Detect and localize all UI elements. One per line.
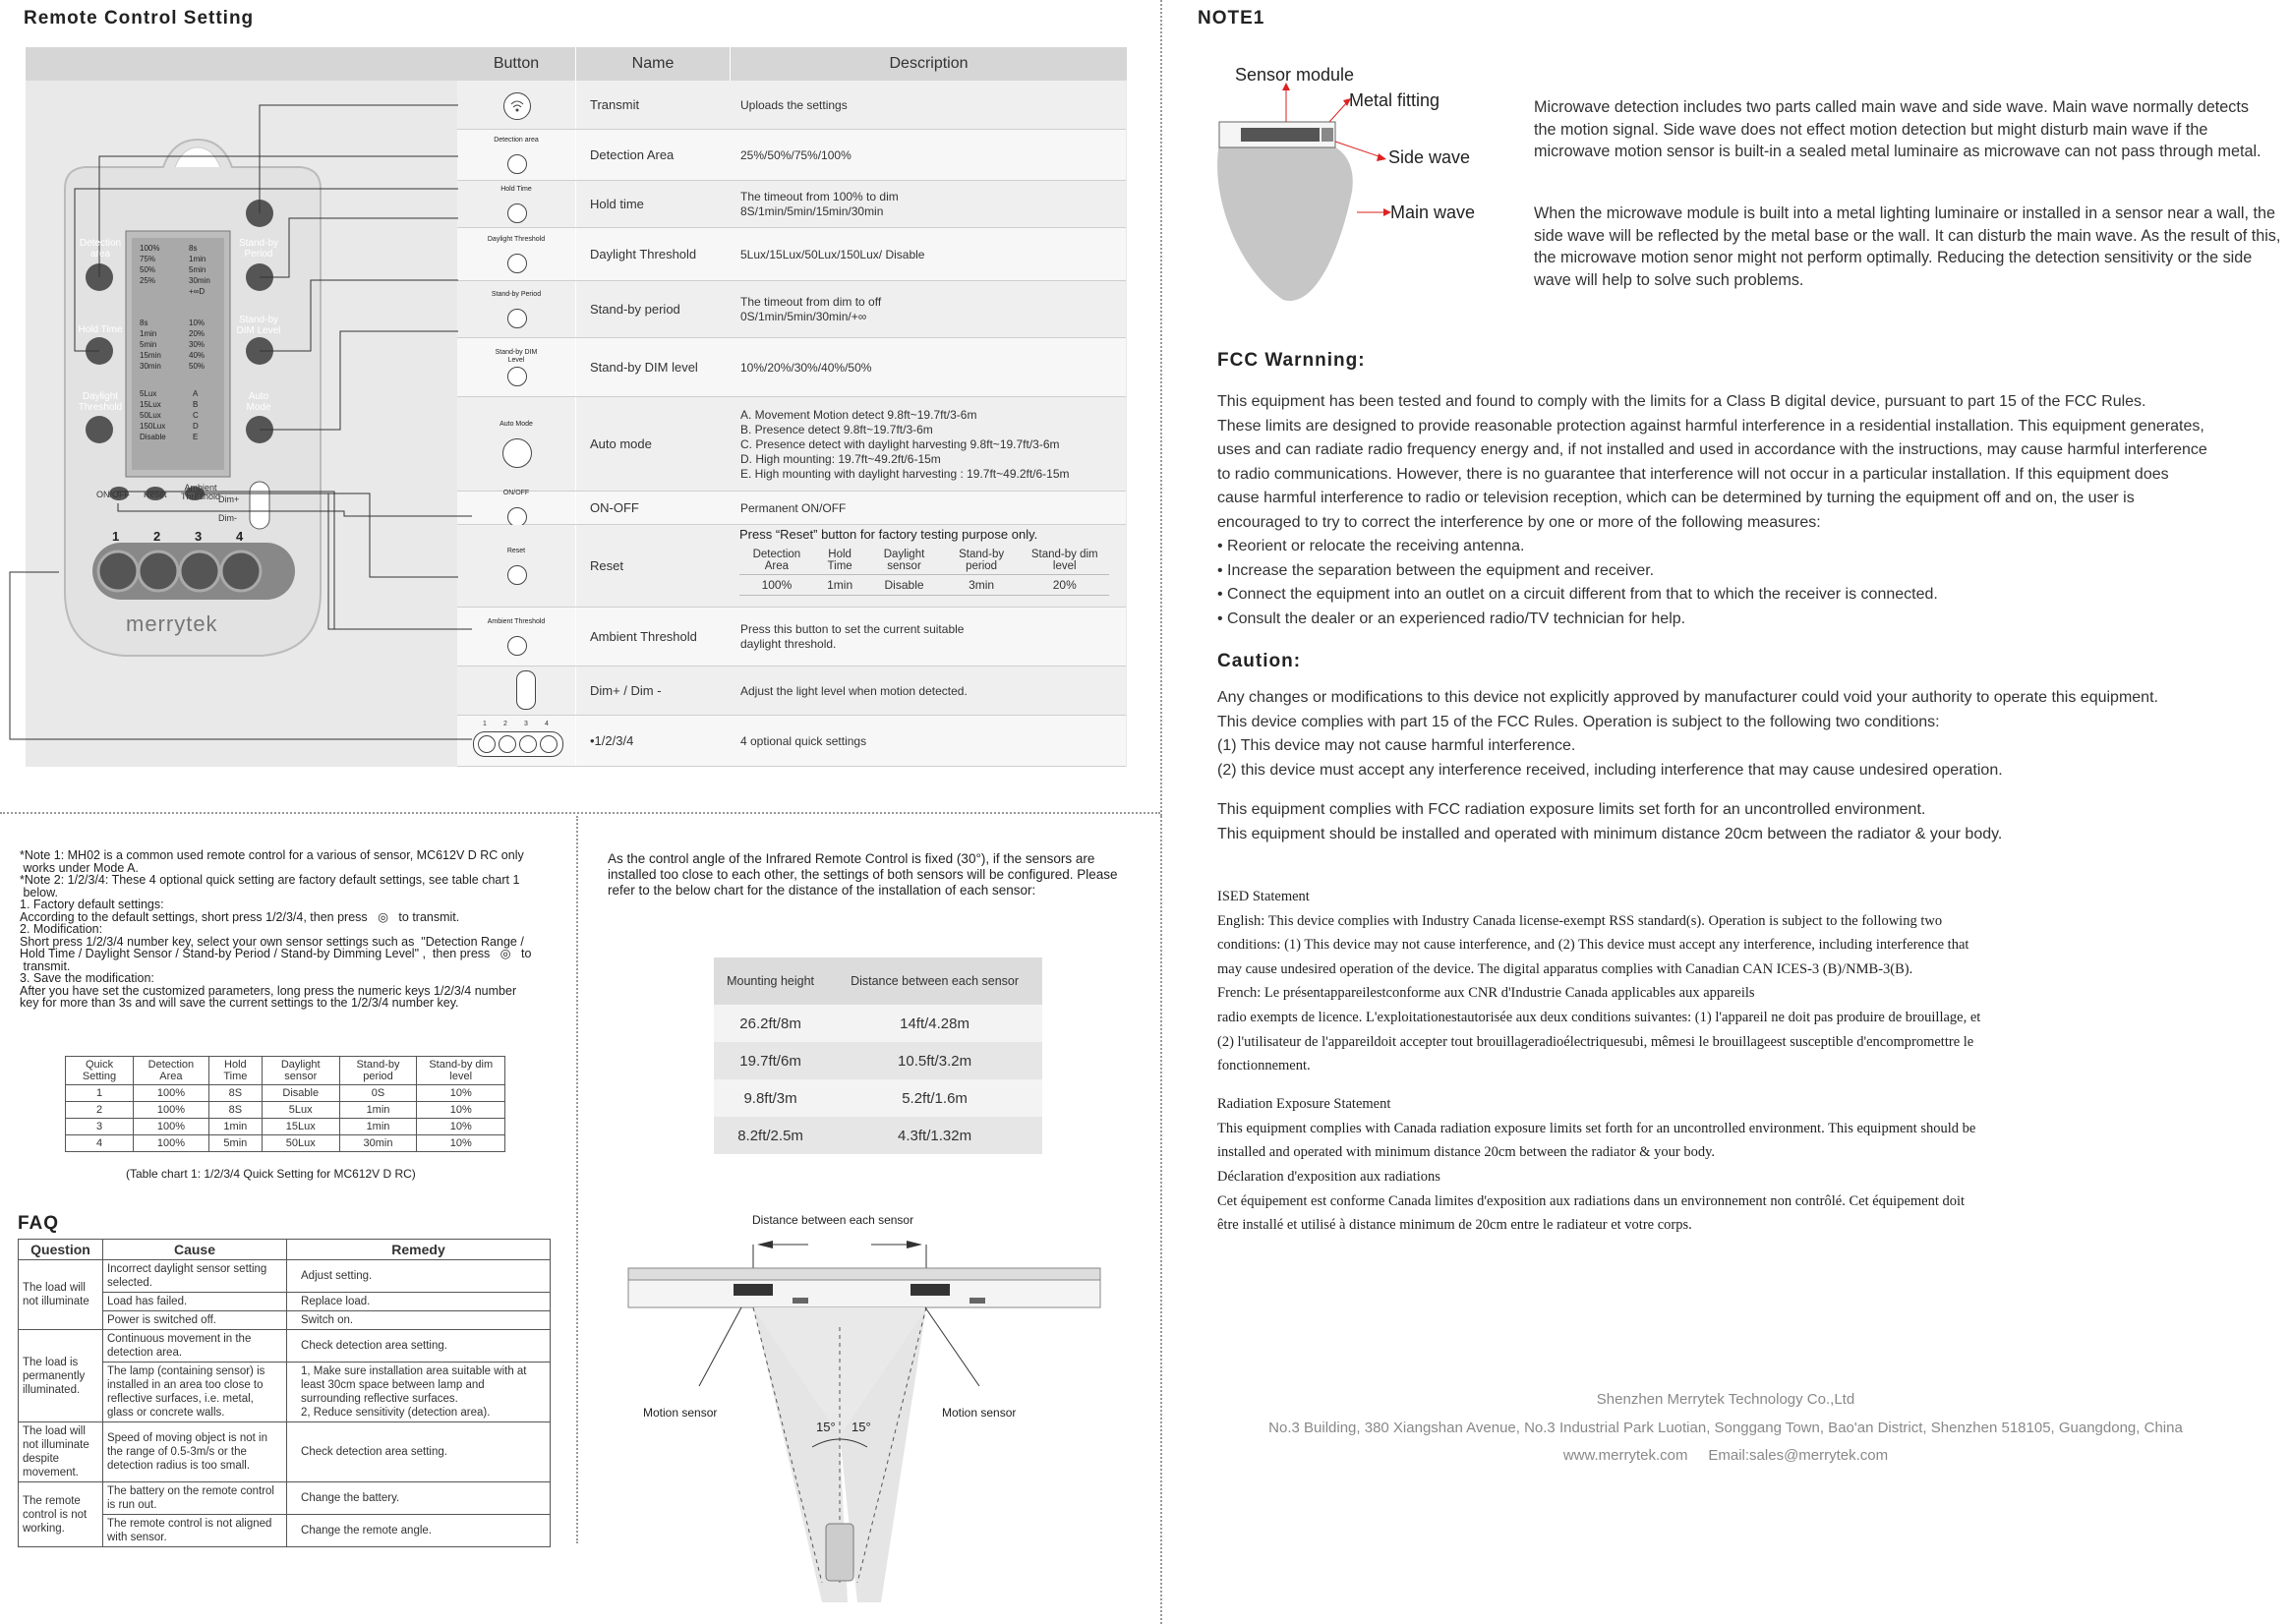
distance-row [714, 1005, 1042, 1042]
divider-vertical [1160, 0, 1162, 816]
quick-table-row [66, 1102, 505, 1119]
note-line: *Note 2: 1/2/3/4: These 4 optional quick setting are factory default settings, see table chart 1 [20, 873, 520, 887]
footer-address: No.3 Building, 380 Xiangshan Avenue, No.3 Industrial Park Luotian, Songgang Town, Bao'an District, Shenzhen 518105, Guangdong, China [1268, 1420, 2183, 1436]
note1-title: NOTE1 [1198, 8, 1265, 29]
lcd-value: 10% [189, 319, 206, 327]
ised-line: (2) l'utilisateur de l'appareildoit accepter tout brouillageradioélectriquesubi, mêmesi le brouillageest susceptible d'encompromettre le [1217, 1033, 1974, 1050]
faq-question: The remote control is not working. [19, 1482, 103, 1547]
ised-line: English: This device complies with Industry Canada license-exempt RSS standard(s). Operation is subject to the following two [1217, 912, 1943, 929]
faq-cause: Speed of moving object is not in the range of 0.5-3m/s or the detection radius is too small. [102, 1422, 286, 1482]
lcd-value: A [193, 389, 199, 398]
remote-row-name: Dim+ / Dim - [590, 683, 662, 698]
reset-table-value: 100% [739, 575, 814, 596]
note-line: Short press 1/2/3/4 number key, select your own sensor settings such as "Detection Range / [20, 934, 524, 949]
remote-row-name: Ambient Threshold [590, 629, 697, 644]
callout-lines [0, 0, 1160, 786]
distance-header-cell: Mounting height [714, 957, 827, 1005]
device-label-daylight: Daylight Threshold [78, 391, 123, 413]
caution-line: (1) This device may not cause harmful interference. [1217, 737, 1576, 754]
remote-row-description: 25%/50%/75%/100% [740, 147, 852, 162]
remote-row-description: Uploads the settings [740, 97, 848, 112]
note-line: below. [20, 885, 58, 899]
note-line: works under Mode A. [20, 860, 139, 875]
ised-line: Radiation Exposure Statement [1217, 1096, 1391, 1113]
lcd-value: 8s [140, 319, 148, 327]
reset-table-value: 3min [943, 575, 1021, 596]
ised-line: may cause undesired operation of the device. The digital apparatus complies with Canadian CAN ICES-3 (B)/NMB-3(B). [1217, 960, 1913, 977]
remote-row-name: Reset [590, 558, 623, 573]
ised-line [1217, 1078, 2289, 1093]
lcd-value: E [193, 433, 199, 441]
fcc-line: cause harmful interference to radio or television reception, which can be determined by turning the equipment off and on, the user is [1217, 490, 2135, 506]
distance-row [714, 1042, 1042, 1079]
quick-table-cell: 3 [66, 1119, 134, 1135]
fcc-line: to radio communications. However, there is no guarantee that interference will not occur in a particular installation. If this equipment does [1217, 465, 2169, 483]
quick-table-cell: 5Lux [262, 1102, 339, 1119]
fcc-line: uses and can radiate radio frequency energy and, if not installed and used in accordance with the instructions, may cause harmful interference [1217, 441, 2207, 458]
quick-table-cell: 8S [208, 1085, 262, 1102]
faq-remedy: Switch on. [287, 1311, 551, 1330]
ised-line: Déclaration d'exposition aux radiations [1217, 1169, 1440, 1186]
device-num-3: 3 [195, 529, 203, 544]
faq-cause: Continuous movement in the detection area. [102, 1330, 286, 1363]
caution-line: This device complies with part 15 of the FCC Rules. Operation is subject to the following two conditions: [1217, 713, 1940, 730]
motion-sensor-left: Motion sensor [643, 1406, 718, 1420]
faq-table [18, 1239, 551, 1547]
remote-row-description: The timeout from dim to off 0S/1min/5min/30min/+∞ [740, 295, 882, 323]
quick-table-header-cell: Stand-by dim level [417, 1057, 505, 1085]
lcd-value: 5Lux [140, 389, 157, 398]
faq-cause: The remote control is not aligned with sensor. [102, 1515, 286, 1547]
note-line: 2. Modification: [20, 922, 103, 936]
quick-table-cell: 50Lux [262, 1135, 339, 1152]
caution-line: This equipment complies with FCC radiation exposure limits set forth for an uncontrolled environment. [1217, 801, 1926, 818]
note-line: According to the default settings, short press 1/2/3/4, then press ◎ to transmit. [20, 909, 460, 924]
quick-table-header [66, 1057, 505, 1085]
quick-table-row [66, 1085, 505, 1102]
row-button-label: Detection area [494, 137, 539, 144]
faq-title: FAQ [18, 1213, 60, 1234]
device-label-reset: Reset [144, 490, 167, 499]
faq-remedy: 1, Make sure installation area suitable with at least 30cm space between lamp and surrounding reflective surfaces. 2, Reduce sensitivity (detection area). [287, 1363, 551, 1422]
quick-table-cell: 1min [339, 1119, 417, 1135]
lcd-value: 30min [140, 362, 161, 371]
lcd-value: 8s [189, 244, 198, 253]
faq-question: The load is permanently illuminated. [19, 1330, 103, 1422]
lcd-value: +∞D [189, 287, 206, 296]
faq-remedy: Adjust setting. [287, 1260, 551, 1293]
note-line: 3. Save the modification: [20, 971, 154, 985]
device-label-dimplus: Dim+ [218, 494, 240, 504]
remote-row-name: Transmit [590, 97, 640, 112]
distance-row [714, 1117, 1042, 1154]
quick-table-cell: 10% [417, 1085, 505, 1102]
device-label-ambient: Ambient Threshold [180, 483, 221, 501]
label-side-wave: Side wave [1388, 147, 1471, 167]
note-line: *Note 1: MH02 is a common used remote control for a various of sensor, MC612V D RC only [20, 848, 524, 862]
remote-row-description: The timeout from 100% to dim 8S/1min/5min/15min/30min [740, 190, 899, 218]
device-label-detection: Detection area [79, 238, 122, 260]
remote-row-description: 10%/20%/30%/40%/50% [740, 360, 872, 375]
distance-cell: 9.8ft/3m [743, 1089, 797, 1107]
lcd-value: 5min [189, 265, 206, 274]
lcd-value: 25% [140, 276, 156, 285]
ised-line: installed and operated with minimum distance 20cm between the radiator & your body. [1217, 1144, 1716, 1161]
angle-text: As the control angle of the Infrared Remote Control is fixed (30°), if the sensors are installed too close to each other, the settings of both sensors will be configured. Please refer to the below chart for the distance of the installation of each sensor: [608, 851, 1118, 898]
fcc-line: • Increase the separation between the equipment and receiver. [1217, 561, 1655, 579]
reset-note: Press “Reset” button for factory testing purpose only. [739, 527, 1038, 542]
distance-header [714, 957, 1042, 1005]
divider-horizontal [0, 812, 1160, 814]
lcd-value: 20% [189, 329, 206, 338]
reset-table [739, 547, 1109, 596]
distance-row [714, 1079, 1042, 1117]
faq-row [19, 1330, 551, 1363]
faq-cause: Power is switched off. [102, 1311, 286, 1330]
lcd-value: 15min [140, 351, 161, 360]
quick-table-cell: 1 [66, 1085, 134, 1102]
faq-row [19, 1482, 551, 1515]
faq-cause: Load has failed. [102, 1293, 286, 1311]
fcc-line: • Reorient or relocate the receiving antenna. [1217, 538, 1525, 554]
lcd-value: 30min [189, 276, 210, 285]
reset-table-header-cell: Daylight sensor [865, 547, 942, 575]
lcd-value: 30% [189, 340, 206, 349]
device-num-4: 4 [236, 529, 244, 544]
caution-line [1217, 783, 2289, 798]
note-line: 1. Factory default settings: [20, 898, 164, 911]
fcc-line: This equipment has been tested and found to comply with the limits for a Class B digital device, pursuant to part 15 of the FCC Rules. [1217, 393, 2146, 410]
lcd-value: 100% [140, 244, 160, 253]
quick-table-cell: 100% [134, 1085, 209, 1102]
faq-header [19, 1240, 551, 1260]
quick-button-number: 1 [483, 721, 487, 727]
device-label-standby: Stand-by Period [238, 238, 279, 260]
device-label-dimminus: Dim- [218, 513, 237, 523]
ised-text [1217, 885, 2289, 1238]
distance-cell: 5.2ft/1.6m [902, 1089, 968, 1107]
distance-cell: 14ft/4.28m [900, 1015, 969, 1032]
quick-table-caption: (Table chart 1: 1/2/3/4 Quick Setting for MC612V D RC) [126, 1167, 416, 1181]
divider-vertical-lower [1160, 816, 1162, 1624]
device-label-dimlevel: Stand-by DIM Level [236, 315, 281, 336]
quick-table-cell: 30min [339, 1135, 417, 1152]
remote-title: Remote Control Setting [24, 8, 255, 29]
distance-cell: 4.3ft/1.32m [898, 1127, 972, 1144]
reset-table-value: 20% [1021, 575, 1109, 596]
faq-header-cell: Cause [102, 1240, 286, 1260]
faq-question: The load will not illuminate [19, 1260, 103, 1330]
quick-table-cell: 100% [134, 1135, 209, 1152]
remote-row-name: Auto mode [590, 436, 652, 451]
quick-button-number: 3 [524, 721, 528, 727]
reset-table-header [739, 547, 1109, 575]
distance-cell: 19.7ft/6m [739, 1052, 801, 1070]
row-button-label: Reset [506, 548, 526, 554]
fcc-title: FCC Warnning: [1217, 350, 1366, 371]
header-description: Description [731, 47, 1127, 81]
remote-row-name: Stand-by DIM level [590, 360, 698, 375]
fcc-line: • Consult the dealer or an experienced radio/TV technician for help. [1217, 609, 1686, 627]
reset-table-values [739, 575, 1109, 596]
quick-table-cell: 10% [417, 1135, 505, 1152]
quick-table-header-cell: Quick Setting [66, 1057, 134, 1085]
device-label-hold: Hold Time [78, 324, 123, 335]
quick-table-cell: 15Lux [262, 1119, 339, 1135]
remote-row-name: Hold time [590, 197, 644, 211]
note-line: transmit. [20, 958, 71, 973]
lcd-value: Disable [140, 433, 166, 441]
distance-cell: 10.5ft/3.2m [898, 1052, 972, 1070]
quick-table-cell: 8S [208, 1102, 262, 1119]
note1-paragraph-1: Microwave detection includes two parts called main wave and side wave. Main wave normally detects the motion signal. Side wave does not effect motion detection but might disturb main wave if the microwave motion sensor is built-in a sealed metal luminaire as microwave can not pass through metal. [1534, 98, 2262, 160]
quick-table-cell: 4 [66, 1135, 134, 1152]
quick-table-header-cell: Daylight sensor [262, 1057, 339, 1085]
label-sensor-module: Sensor module [1235, 65, 1355, 85]
fcc-line: • Connect the equipment into an outlet on a circuit different from that to which the receiver is connected. [1217, 586, 1938, 603]
quick-button-number: 2 [503, 721, 507, 727]
lcd-value: 5min [140, 340, 157, 349]
row-button-label: Ambient Threshold [487, 618, 546, 625]
faq-remedy: Change the battery. [287, 1482, 551, 1515]
reset-table-header-cell: Hold Time [814, 547, 866, 575]
row-button-label: Stand-by DIM Level [495, 349, 538, 364]
quick-table-cell: 10% [417, 1102, 505, 1119]
lcd-value: 15Lux [140, 400, 161, 409]
ised-line: This equipment complies with Canada radiation exposure limits set forth for an uncontrolled environment. This equipment should be [1217, 1120, 1976, 1136]
faq-row [19, 1260, 551, 1293]
caution-text [1217, 686, 2289, 846]
remote-row-name: •1/2/3/4 [590, 733, 634, 748]
row-button-label: Stand-by Period [491, 291, 542, 298]
notes-block [20, 849, 570, 1010]
quick-table-cell: 1min [339, 1102, 417, 1119]
faq-remedy: Replace load. [287, 1293, 551, 1311]
lcd-value: 50% [140, 265, 156, 274]
remote-row-description: 5Lux/15Lux/50Lux/150Lux/ Disable [740, 247, 925, 261]
distance-cell: 8.2ft/2.5m [737, 1127, 803, 1144]
ised-line: fonctionnement. [1217, 1058, 1311, 1074]
reset-table-header-cell: Detection Area [739, 547, 814, 575]
faq-remedy: Check detection area setting. [287, 1330, 551, 1363]
distance-header-cell: Distance between each sensor [827, 957, 1042, 1005]
quick-table-cell: 100% [134, 1119, 209, 1135]
caution-line: (2) this device must accept any interference received, including interference that may cause undesired operation. [1217, 761, 2003, 779]
quick-table-header-cell: Stand-by period [339, 1057, 417, 1085]
header-button: Button [457, 47, 576, 81]
note-line: After you have set the customized parameters, long press the numeric keys 1/2/3/4 number [20, 983, 517, 998]
device-num-2: 2 [153, 529, 161, 544]
angle-right: 15° [852, 1420, 871, 1434]
remote-row-description: A. Movement Motion detect 9.8ft~19.7ft/3-6m B. Presence detect 9.8ft~19.7ft/3-6m C. Presence detect with daylight harvesting 9.8ft~19.7ft/3-6m D. High mounting: 19.7ft~49.2ft/6-15m E. High mounting with daylight harvesting : 19.7ft~49.2ft/6-15m [740, 407, 1070, 481]
faq-header-cell: Question [19, 1240, 103, 1260]
footer-contact [1160, 1447, 2291, 1464]
remote-row-name: Daylight Threshold [590, 247, 697, 261]
faq-cause: The battery on the remote control is run out. [102, 1482, 286, 1515]
row-button-label: Daylight Threshold [487, 236, 546, 243]
faq-cause: The lamp (containing sensor) is installed in an area too close to reflective surfaces, i.e. metal, glass or concrete walls. [102, 1363, 286, 1422]
row-button-label: Auto Mode [499, 421, 533, 428]
label-metal-fitting: Metal fitting [1349, 90, 1440, 110]
lcd-value: 50Lux [140, 411, 161, 420]
remote-row-description: Adjust the light level when motion detected. [740, 683, 968, 698]
ised-line: radio exempts de licence. L'exploitationestautorisée aux deux conditions suivantes: (1) l'appareil ne doit pas produire de brouillage, et [1217, 1009, 1981, 1025]
footer-company: Shenzhen Merrytek Technology Co.,Ltd [1596, 1391, 1855, 1408]
quick-button-number: 4 [545, 721, 549, 727]
motion-sensor-right: Motion sensor [942, 1406, 1017, 1420]
quick-table-cell: 0S [339, 1085, 417, 1102]
lcd-value: C [193, 411, 199, 420]
remote-row-description: Permanent ON/OFF [740, 500, 847, 515]
quick-table-cell: 2 [66, 1102, 134, 1119]
caution-line: This equipment should be installed and operated with minimum distance 20cm between the radiator & your body. [1217, 825, 2003, 842]
ised-line: French: Le présentappareilestconforme aux CNR d'Industrie Canada applicables aux appareils [1217, 985, 1755, 1002]
reset-table-header-cell: Stand-by period [943, 547, 1021, 575]
faq-remedy: Change the remote angle. [287, 1515, 551, 1547]
faq-question: The load will not illuminate despite movement. [19, 1422, 103, 1482]
quick-table-cell: 1min [208, 1119, 262, 1135]
row-button-label: ON/OFF [502, 490, 530, 496]
quick-table-row [66, 1119, 505, 1135]
device-label-auto: Auto Mode [246, 391, 271, 413]
note1-paragraph-2: When the microwave module is built into a metal lighting luminaire or installed in a sensor near a wall, the side wave will be reflected by the metal base or the wall. It can disturb the main wave. As the result of this, the microwave motion senor might not perform optimally. Reducing the detection sensitivity or the side wave will help to solve such problems. [1534, 204, 2281, 289]
device-brand: merrytek [126, 611, 218, 636]
faq-cause: Incorrect daylight sensor setting selected. [102, 1260, 286, 1293]
caution-title: Caution: [1217, 651, 1302, 671]
quick-table-row [66, 1135, 505, 1152]
reset-table-value: 1min [814, 575, 866, 596]
device-num-1: 1 [112, 529, 120, 544]
fcc-line: encouraged to try to correct the interference by one or more of the following measures: [1217, 513, 1821, 531]
quick-table-header-cell: Detection Area [134, 1057, 209, 1085]
quick-table-header-cell: Hold Time [208, 1057, 262, 1085]
lcd-value: B [193, 400, 199, 409]
reset-table-header-cell: Stand-by dim level [1021, 547, 1109, 575]
lcd-value: 1min [189, 255, 206, 263]
footer-email[interactable]: Email:sales@merrytek.com [1708, 1447, 1889, 1464]
fcc-text [1217, 390, 2289, 631]
row-button-label: Hold Time [500, 186, 532, 193]
fcc-line: These limits are designed to provide reasonable protection against harmful interference in a residential installation. This equipment generates, [1217, 417, 2204, 435]
ised-line: être installé et utilisé à distance minimum de 20cm entre le radiateur et votre corps. [1217, 1217, 1692, 1234]
quick-setting-table [65, 1056, 505, 1152]
remote-row-description: Press this button to set the current suitable daylight threshold. [740, 622, 965, 651]
remote-row-name: ON-OFF [590, 500, 639, 515]
lcd-value: 40% [189, 351, 206, 360]
ised-line: ISED Statement [1217, 889, 1310, 904]
note-line: key for more than 3s and will save the current settings to the 1/2/3/4 number key. [20, 996, 459, 1010]
quick-table-cell: 5min [208, 1135, 262, 1152]
remote-row-name: Stand-by period [590, 302, 680, 317]
reset-table-value: Disable [865, 575, 942, 596]
lcd-value: 50% [189, 362, 206, 371]
ised-line: conditions: (1) This device may not cause interference, and (2) This device must accept any interference, including interference that [1217, 937, 1969, 954]
distance-table [714, 957, 1042, 1154]
quick-table-cell: Disable [262, 1085, 339, 1102]
angle-left: 15° [816, 1420, 836, 1434]
faq-header-cell: Remedy [287, 1240, 551, 1260]
lcd-value: 1min [140, 329, 157, 338]
divider-vertical-middle [576, 816, 578, 1543]
diagram-distance-label: Distance between each sensor [752, 1213, 914, 1227]
note-line: Hold Time / Daylight Sensor / Stand-by Period / Stand-by Dimming Level" , then press ◎ to [20, 947, 532, 960]
distance-cell: 26.2ft/8m [739, 1015, 801, 1032]
remote-row-description: 4 optional quick settings [740, 733, 867, 748]
quick-table-cell: 100% [134, 1102, 209, 1119]
header-name: Name [576, 47, 731, 81]
device-label-onoff: ON/OFF [96, 490, 130, 499]
caution-line: Any changes or modifications to this device not explicitly approved by manufacturer could void your authority to operate this equipment. [1217, 689, 2158, 706]
footer-web[interactable]: www.merrytek.com [1562, 1447, 1688, 1464]
remote-row-name: Detection Area [590, 147, 675, 162]
label-main-wave: Main wave [1390, 203, 1476, 222]
ised-line: Cet équipement est conforme Canada limites d'exposition aux radiations dans un environnement non contrôlé. Cet équipement doit [1217, 1192, 1966, 1209]
lcd-value: D [193, 422, 199, 431]
lcd-value: 75% [140, 255, 156, 263]
faq-remedy: Check detection area setting. [287, 1422, 551, 1482]
quick-table-cell: 10% [417, 1119, 505, 1135]
faq-row [19, 1422, 551, 1482]
lcd-value: 150Lux [140, 422, 166, 431]
